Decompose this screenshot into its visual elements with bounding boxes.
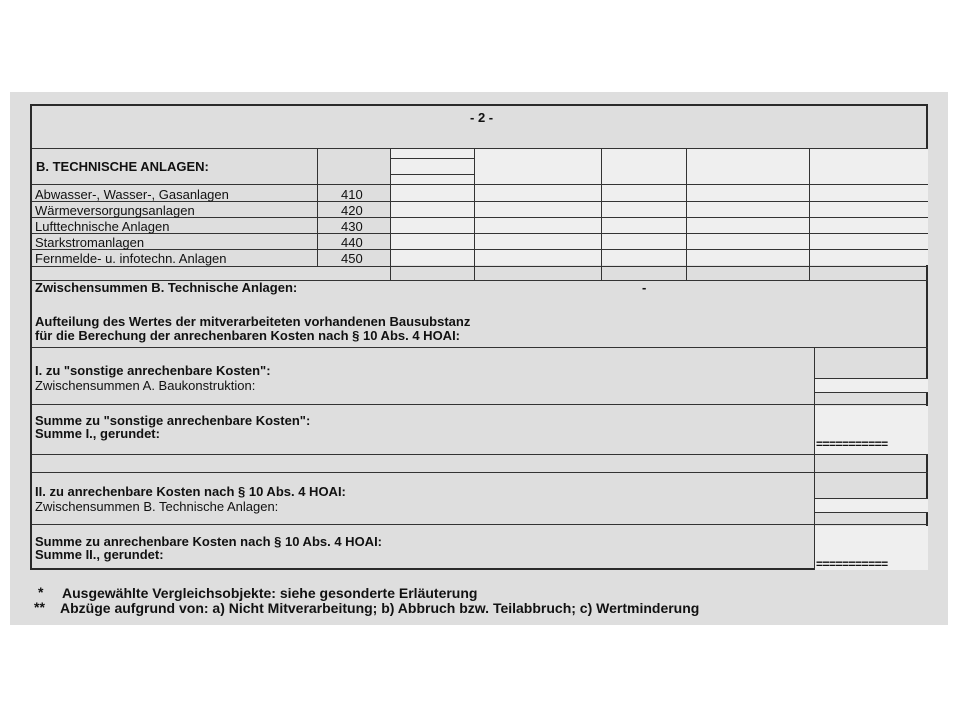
row-code: 440 (341, 235, 363, 250)
allocation-line-2: für die Berechung der anrechenbaren Kosten nach § 10 Abs. 4 HOAI: (35, 328, 461, 343)
row-label: Fernmelde- u. infotechn. Anlagen (35, 251, 227, 266)
footnote-mark: * (38, 584, 44, 600)
row-label: Starkstromanlagen (35, 235, 145, 250)
col-e-cells (809, 149, 928, 265)
part1-subtotal-cell (814, 378, 928, 392)
allocation-line-1: Aufteilung des Wertes der mitverarbeiteten vorhandenen Bausubstanz (35, 314, 471, 329)
row-label: Abwasser-, Wasser-, Gasanlagen (35, 187, 229, 202)
row-code: 430 (341, 219, 363, 234)
footnote-mark: ** (34, 599, 45, 615)
part1-subtotal-label: Zwischensummen A. Baukonstruktion: (35, 378, 256, 393)
row-code: 420 (341, 203, 363, 218)
col-d-cells (686, 149, 809, 265)
section-b-heading: B. TECHNISCHE ANLAGEN: (36, 159, 209, 174)
footnote-text: Ausgewählte Vergleichsobjekte: siehe gesonderte Erläuterung (62, 585, 478, 601)
page-number: - 2 - (470, 110, 494, 125)
part2-sum-line-1: Summe zu anrechenbare Kosten nach § 10 Abs. 4 HOAI: (35, 534, 383, 549)
col-a-cells (390, 149, 474, 265)
footnote-text: Abzüge aufgrund von: a) Nicht Mitverarbeitung; b) Abbruch bzw. Teilabbruch; c) Wertminderung (60, 600, 700, 616)
row-label: Lufttechnische Anlagen (35, 219, 170, 234)
section-b-subtotal-label: Zwischensummen B. Technische Anlagen: (35, 280, 298, 295)
col-b-cells (474, 149, 601, 265)
form-table (30, 104, 928, 570)
row-label: Wärmeversorgungsanlagen (35, 203, 195, 218)
part2-subtotal-cell (814, 498, 928, 512)
part1-sum-line-2: Summe I., gerundet: (35, 426, 160, 441)
section-b-subtotal-value: - (642, 280, 647, 295)
part1-heading: I. zu "sonstige anrechenbare Kosten": (35, 363, 271, 378)
row-code: 410 (341, 187, 363, 202)
part1-sum-line-1: Summe zu "sonstige anrechenbare Kosten": (35, 413, 311, 428)
part2-sum-line-2: Summe II., gerundet: (35, 547, 164, 562)
row-code: 450 (341, 251, 363, 266)
part1-double-underline: =========== (816, 437, 888, 451)
part2-subtotal-label: Zwischensummen B. Technische Anlagen: (35, 499, 279, 514)
col-c-cells (601, 149, 686, 265)
part2-heading: II. zu anrechenbare Kosten nach § 10 Abs. 4 HOAI: (35, 484, 346, 499)
part2-double-underline: =========== (816, 557, 888, 571)
